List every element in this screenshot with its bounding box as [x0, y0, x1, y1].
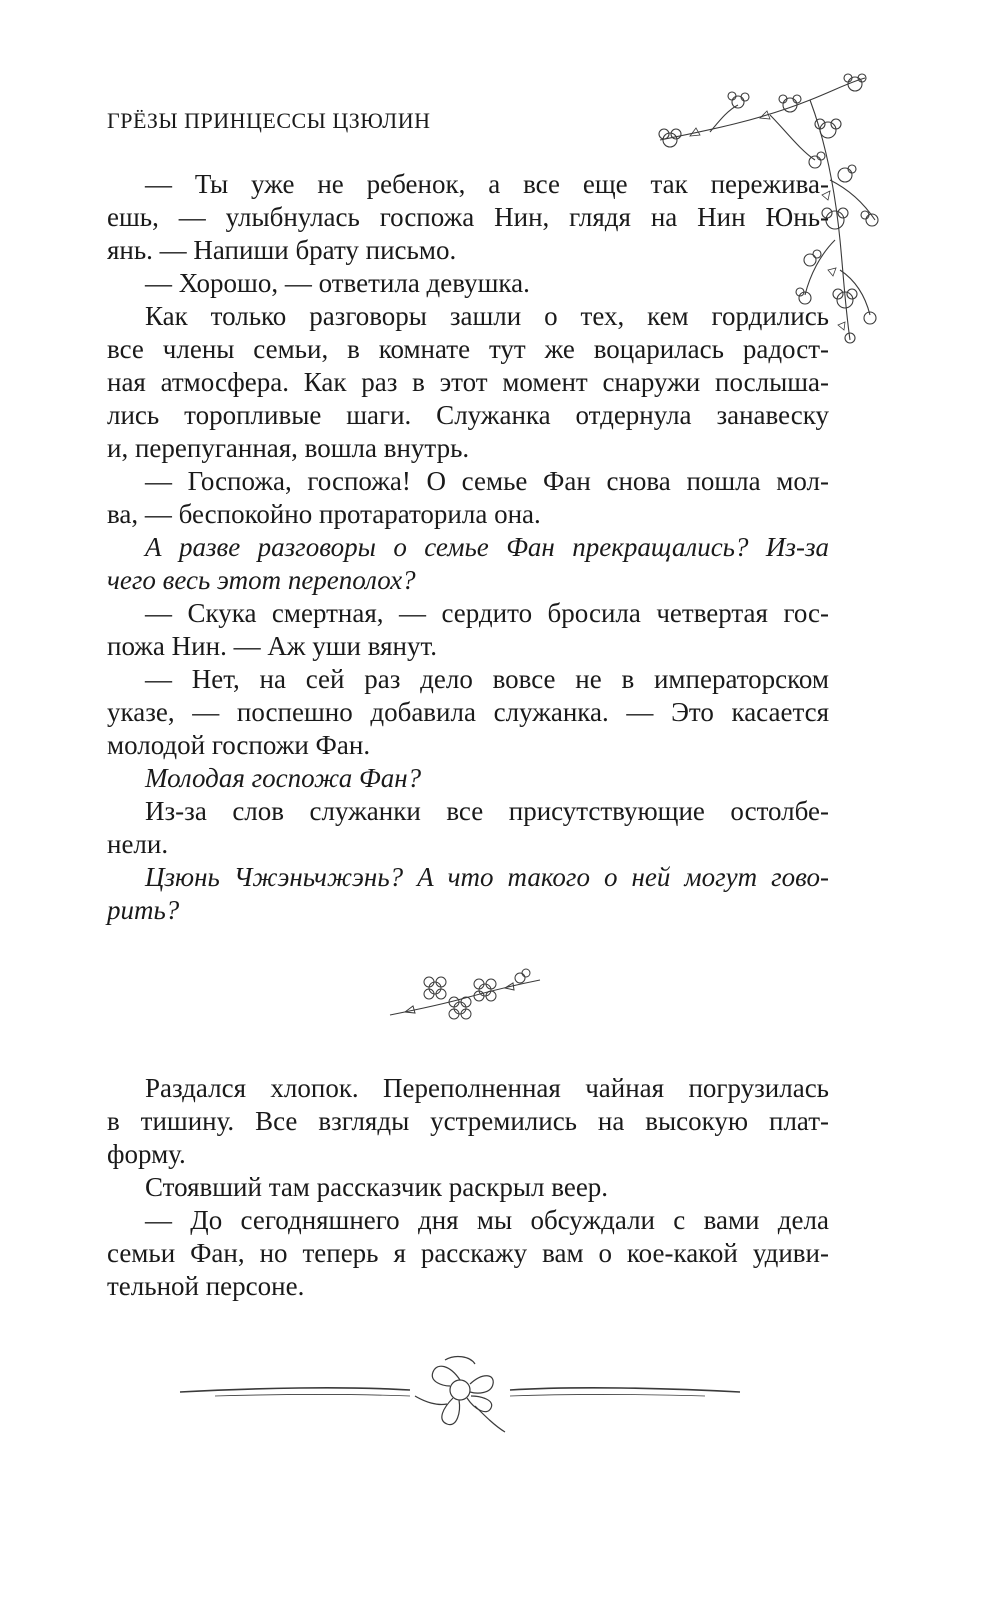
- paragraph-line: указе, — поспешно добавила служанка. — Это касается: [107, 697, 829, 727]
- thought-line: Цзюнь Чжэньчжэнь? А что такого о ней могут гово-: [145, 862, 829, 892]
- paragraph-line: ная атмосфера. Как раз в этот момент снаружи послыша-: [107, 367, 829, 397]
- thought-line: чего весь этот переполох?: [107, 565, 416, 595]
- paragraph-line: в тишину. Все взгляды устремились на высокую плат-: [107, 1106, 829, 1136]
- paragraph-line: Из-за слов служанки все присутствующие остолбе-: [145, 796, 829, 826]
- flower-rule-icon: [175, 1350, 745, 1440]
- paragraph-line: молодой госпожи Фан.: [107, 730, 371, 760]
- paragraph-line: семьи Фан, но теперь я расскажу вам о кое-какой удиви-: [107, 1238, 829, 1268]
- running-title: ГРЁЗЫ ПРИНЦЕССЫ ЦЗЮЛИН: [107, 108, 431, 133]
- paragraph-line: — До сегодняшнего дня мы обсуждали с вами дела: [145, 1205, 829, 1235]
- body-section-1: [107, 168, 829, 927]
- paragraph-line: — Ты уже не ребенок, а все еще так пережива-: [145, 169, 829, 199]
- paragraph-line: — Нет, на сей раз дело вовсе не в императорском: [145, 664, 829, 694]
- paragraph-line: ешь, — улыбнулась госпожа Нин, глядя на Нин Юнь-: [107, 202, 829, 232]
- paragraph-line: Как только разговоры зашли о тех, кем гордились: [145, 301, 829, 331]
- paragraph-line: — Скука смертная, — сердито бросила четвертая гос-: [145, 598, 829, 628]
- thought-line: рить?: [107, 895, 180, 925]
- paragraph-line: форму.: [107, 1139, 186, 1169]
- paragraph-line: пожа Нин. — Аж уши вянут.: [107, 631, 437, 661]
- paragraph-line: и, перепуганная, вошла внутрь.: [107, 433, 470, 463]
- blossom-sprig-icon: [385, 960, 545, 1030]
- paragraph-line: ва, — беспокойно протараторила она.: [107, 499, 541, 529]
- paragraph-line: все члены семьи, в комнате тут же воцарилась радост-: [107, 334, 829, 364]
- paragraph-line: лись торопливые шаги. Служанка отдернула занавеску: [107, 400, 829, 430]
- paragraph-line: янь. — Напиши брату письмо.: [107, 235, 457, 265]
- paragraph-line: Раздался хлопок. Переполненная чайная погрузилась: [145, 1073, 829, 1103]
- paragraph-line: — Хорошо, — ответила девушка.: [145, 268, 530, 298]
- paragraph-line: — Госпожа, госпожа! О семье Фан снова пошла мол-: [145, 466, 829, 496]
- thought-line: А разве разговоры о семье Фан прекращались? Из-за: [145, 532, 829, 562]
- paragraph-line: Стоявший там рассказчик раскрыл веер.: [145, 1172, 609, 1202]
- thought-line: Молодая госпожа Фан?: [145, 763, 422, 793]
- paragraph-line: тельной персоне.: [107, 1271, 305, 1301]
- paragraph-line: нели.: [107, 829, 169, 859]
- body-section-2: [107, 1072, 829, 1303]
